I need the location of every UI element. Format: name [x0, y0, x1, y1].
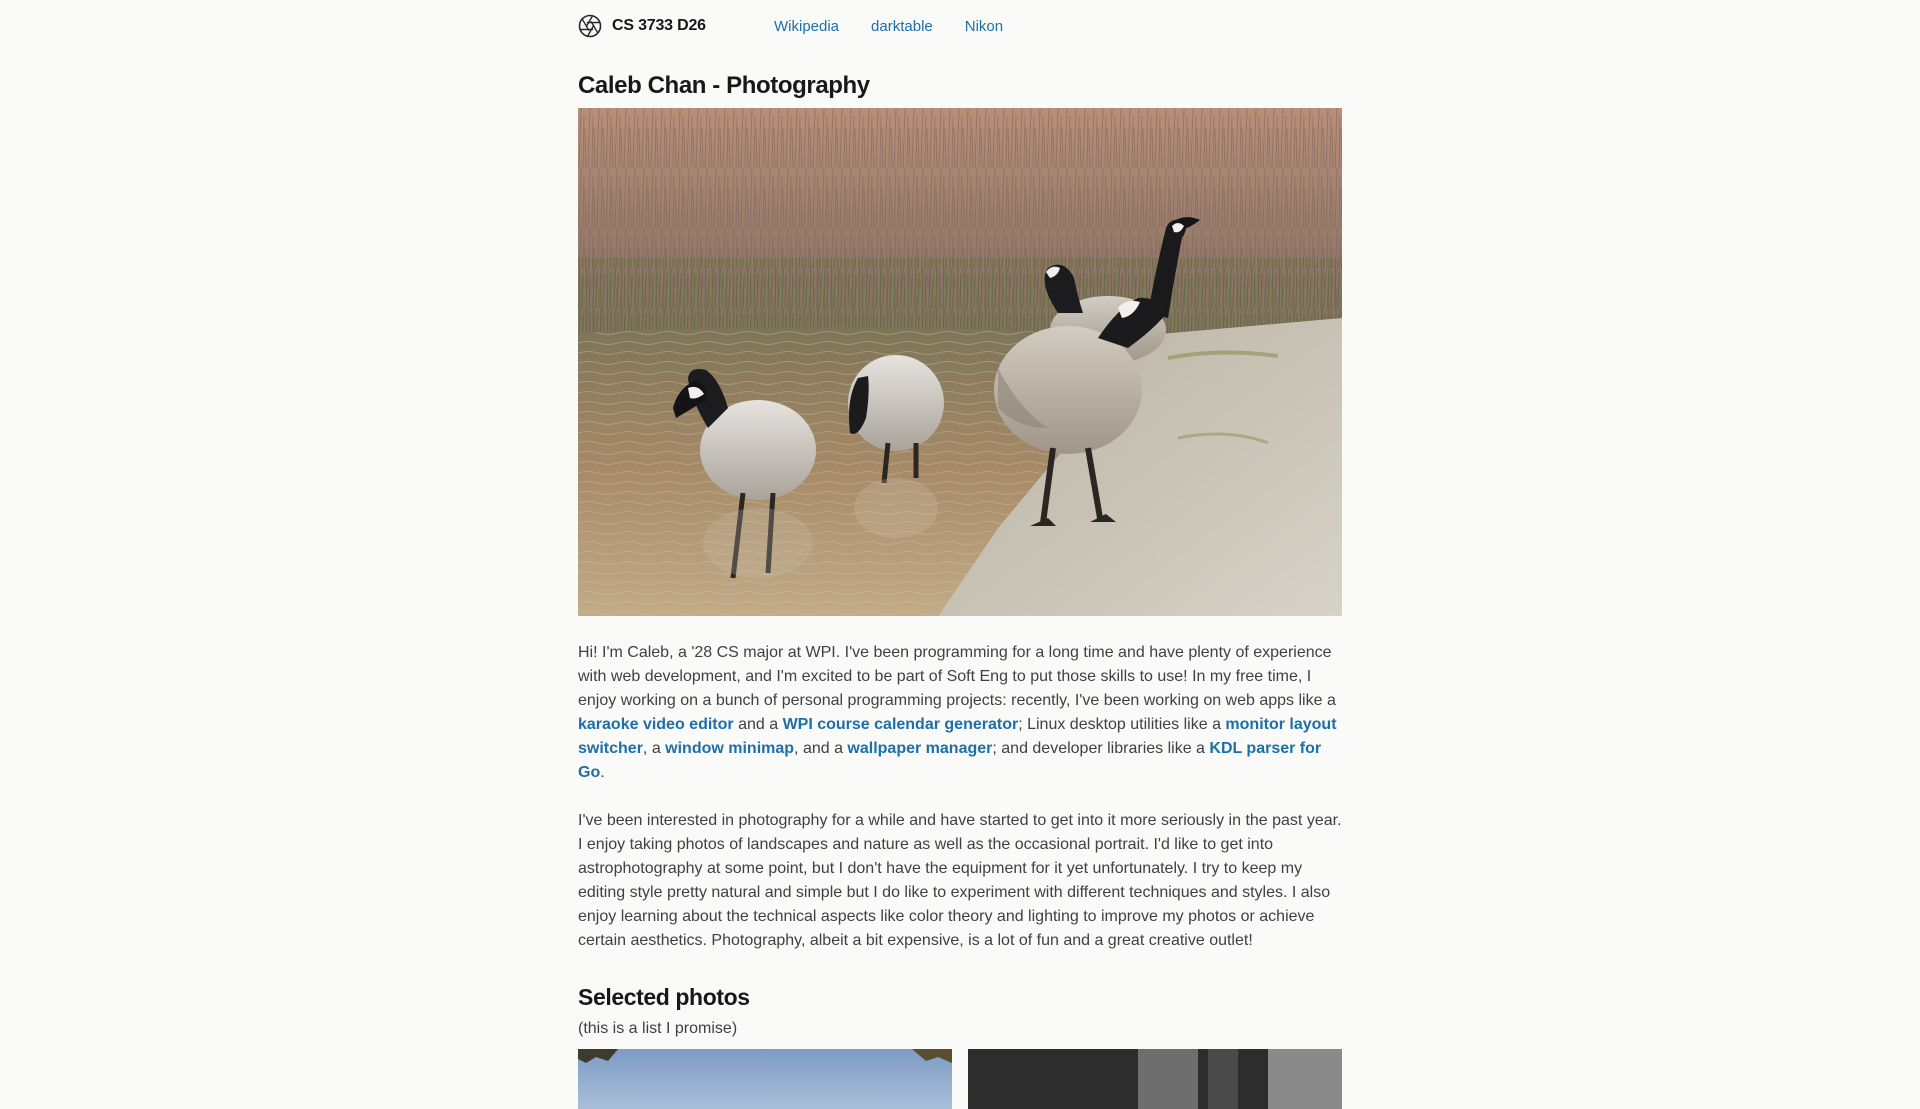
intro-text: , and a: [794, 740, 847, 757]
landscape-sky-photo[interactable]: [578, 1049, 952, 1109]
nav-link-wikipedia[interactable]: Wikipedia: [774, 18, 839, 35]
intro-text: and a: [734, 716, 783, 733]
intro-paragraph: [578, 641, 1342, 785]
intro-text: ; Linux desktop utilities like a: [1018, 716, 1225, 733]
page-container: [578, 0, 1342, 1109]
link-kdl-parser-for-go[interactable]: KDL parser for Go: [578, 740, 1321, 781]
intro-text: Hi! I'm Caleb, a '28 CS major at WPI. I've been programming for a long time and have plenty of experience with web development, and I'm excited to be part of Soft Eng to put those skills to use! In my free time, I enjoy working on a bunch of personal programming projects: recently, I've been working on web apps like a: [578, 644, 1336, 709]
intro-text: , a: [643, 740, 665, 757]
camera-aperture-icon: [578, 14, 602, 38]
link-karaoke-video-editor[interactable]: karaoke video editor: [578, 716, 734, 733]
site-brand-link[interactable]: [578, 14, 774, 38]
link-wpi-course-calendar-generator[interactable]: WPI course calendar generator: [783, 716, 1019, 733]
selected-photos-subtitle: (this is a list I promise): [578, 1019, 1342, 1039]
link-window-minimap[interactable]: window minimap: [665, 740, 794, 757]
geese-on-shore-photo: [578, 108, 1342, 616]
nav-link-darktable[interactable]: darktable: [871, 18, 933, 35]
selected-photos-heading: Selected photos: [578, 983, 1342, 1011]
link-monitor-layout-switcher[interactable]: monitor layout switcher: [578, 716, 1337, 757]
selected-photos-list: [578, 1049, 1342, 1109]
dark-scene-photo[interactable]: [968, 1049, 1342, 1109]
nav-link-nikon[interactable]: Nikon: [965, 18, 1003, 35]
site-title: CS 3733 D26: [612, 17, 706, 35]
top-bar: [578, 0, 1342, 52]
intro-text: ; and developer libraries like a: [992, 740, 1209, 757]
top-nav: [774, 18, 1003, 35]
page-title: Caleb Chan - Photography: [578, 72, 1342, 100]
intro-text: .: [600, 764, 604, 781]
photography-paragraph: I've been interested in photography for a while and have started to get into it more seriously in the past year. I enjoy taking photos of landscapes and nature as well as the occasional portrait. I'd like to get into astrophotography at some point, but I don't have the equipment for it yet unfortunately. I try to keep my editing style pretty natural and simple but I do like to experiment with different techniques and styles. I also enjoy learning about the technical aspects like color theory and lighting to improve my photos or achieve certain aesthetics. Photography, albeit a bit expensive, is a lot of fun and a great creative outlet!: [578, 809, 1342, 953]
link-wallpaper-manager[interactable]: wallpaper manager: [847, 740, 992, 757]
